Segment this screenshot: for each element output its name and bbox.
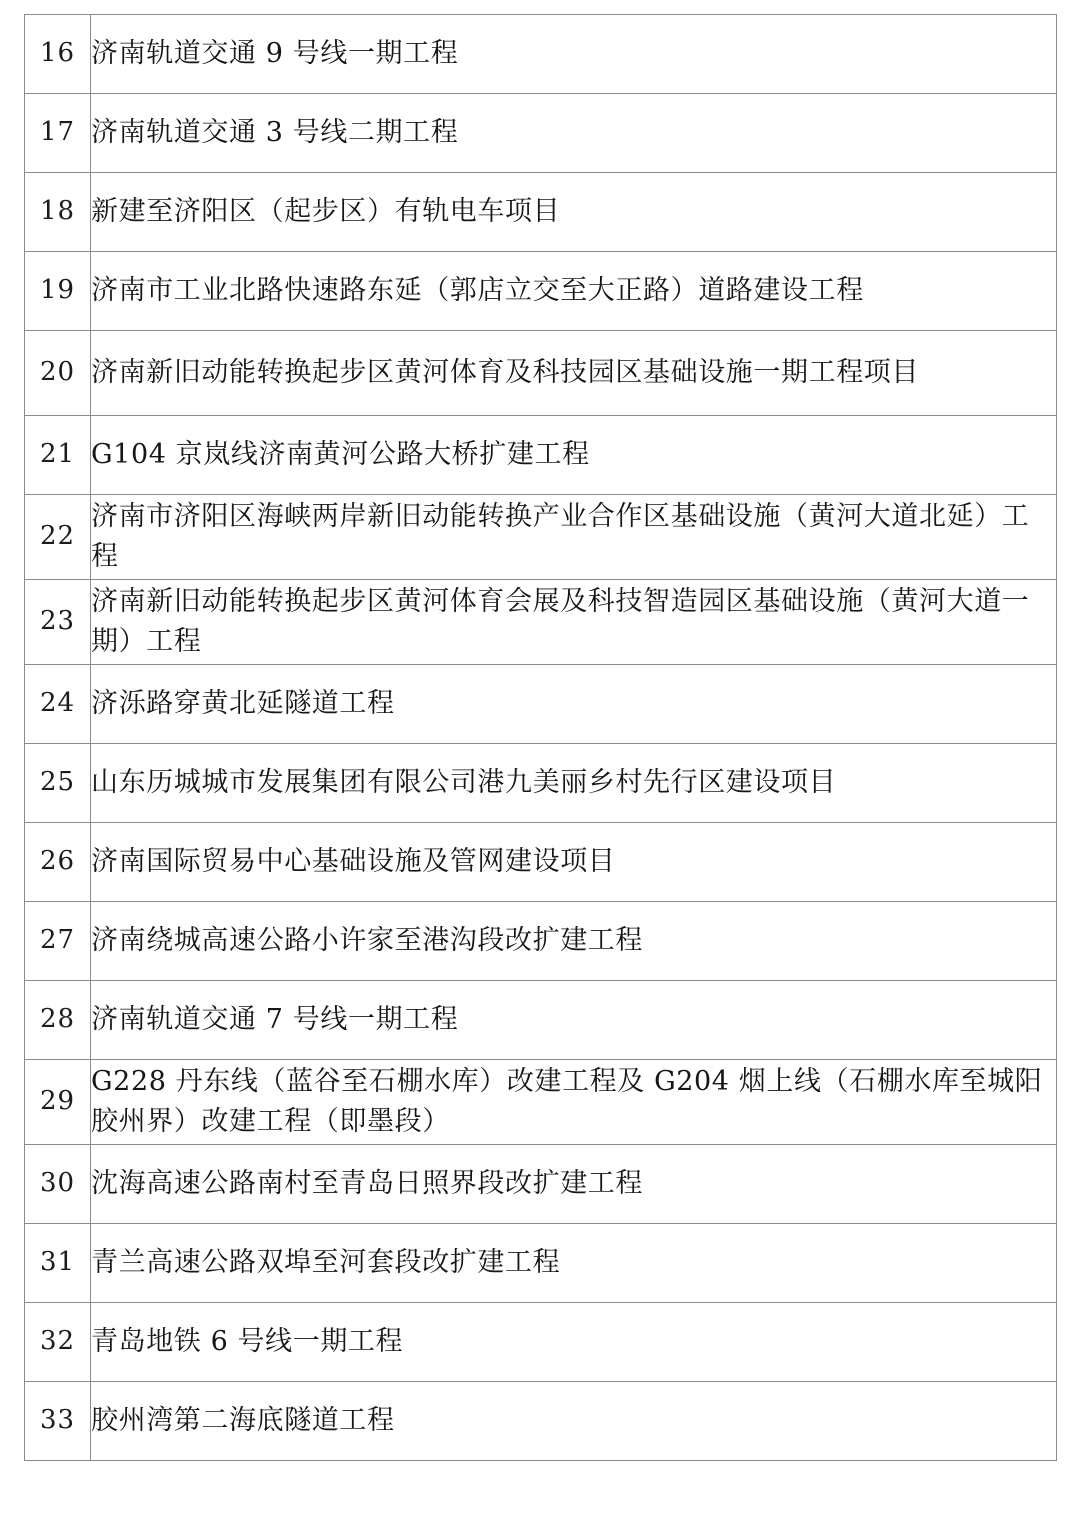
table-row [25, 252, 1057, 331]
row-index-cell: 29 [25, 1060, 91, 1145]
row-index-cell: 20 [25, 331, 91, 416]
project-name-cell: 新建至济阳区（起步区）有轨电车项目 [91, 173, 1057, 252]
project-name-cell: 济南轨道交通 3 号线二期工程 [91, 94, 1057, 173]
row-index-cell: 22 [25, 495, 91, 580]
project-name-cell: 青岛地铁 6 号线一期工程 [91, 1303, 1057, 1382]
row-index-cell: 31 [25, 1224, 91, 1303]
project-name-cell: 青兰高速公路双埠至河套段改扩建工程 [91, 1224, 1057, 1303]
row-index-cell: 16 [25, 15, 91, 94]
project-name-cell: 济南新旧动能转换起步区黄河体育会展及科技智造园区基础设施（黄河大道一期）工程 [91, 580, 1057, 665]
row-index-cell: 23 [25, 580, 91, 665]
table-row [25, 744, 1057, 823]
row-index-cell: 19 [25, 252, 91, 331]
table-row [25, 1382, 1057, 1461]
table-row [25, 823, 1057, 902]
table-row [25, 1145, 1057, 1224]
row-index-cell: 30 [25, 1145, 91, 1224]
table-row [25, 331, 1057, 416]
project-name-cell: G228 丹东线（蓝谷至石棚水库）改建工程及 G204 烟上线（石棚水库至城阳胶州界）改建工程（即墨段） [91, 1060, 1057, 1145]
table-row [25, 1224, 1057, 1303]
table-body [25, 15, 1057, 1461]
project-name-cell: G104 京岚线济南黄河公路大桥扩建工程 [91, 416, 1057, 495]
table-row [25, 580, 1057, 665]
project-name-cell: 济南轨道交通 7 号线一期工程 [91, 981, 1057, 1060]
project-name-cell: 济南国际贸易中心基础设施及管网建设项目 [91, 823, 1057, 902]
row-index-cell: 21 [25, 416, 91, 495]
row-index-cell: 24 [25, 665, 91, 744]
project-name-cell: 济泺路穿黄北延隧道工程 [91, 665, 1057, 744]
table-row [25, 173, 1057, 252]
table-row [25, 416, 1057, 495]
project-name-cell: 山东历城城市发展集团有限公司港九美丽乡村先行区建设项目 [91, 744, 1057, 823]
project-name-cell: 济南市济阳区海峡两岸新旧动能转换产业合作区基础设施（黄河大道北延）工程 [91, 495, 1057, 580]
table-row [25, 665, 1057, 744]
project-name-cell: 济南轨道交通 9 号线一期工程 [91, 15, 1057, 94]
row-index-cell: 17 [25, 94, 91, 173]
project-name-cell: 济南新旧动能转换起步区黄河体育及科技园区基础设施一期工程项目 [91, 331, 1057, 416]
table-row [25, 495, 1057, 580]
row-index-cell: 25 [25, 744, 91, 823]
project-name-cell: 济南市工业北路快速路东延（郭店立交至大正路）道路建设工程 [91, 252, 1057, 331]
row-index-cell: 26 [25, 823, 91, 902]
project-list-table [24, 14, 1057, 1461]
row-index-cell: 28 [25, 981, 91, 1060]
row-index-cell: 33 [25, 1382, 91, 1461]
project-name-cell: 济南绕城高速公路小许家至港沟段改扩建工程 [91, 902, 1057, 981]
table-row [25, 902, 1057, 981]
row-index-cell: 27 [25, 902, 91, 981]
table-row [25, 1060, 1057, 1145]
table-row [25, 1303, 1057, 1382]
table-row [25, 981, 1057, 1060]
project-name-cell: 沈海高速公路南村至青岛日照界段改扩建工程 [91, 1145, 1057, 1224]
table-row [25, 15, 1057, 94]
table-row [25, 94, 1057, 173]
row-index-cell: 18 [25, 173, 91, 252]
project-name-cell: 胶州湾第二海底隧道工程 [91, 1382, 1057, 1461]
row-index-cell: 32 [25, 1303, 91, 1382]
